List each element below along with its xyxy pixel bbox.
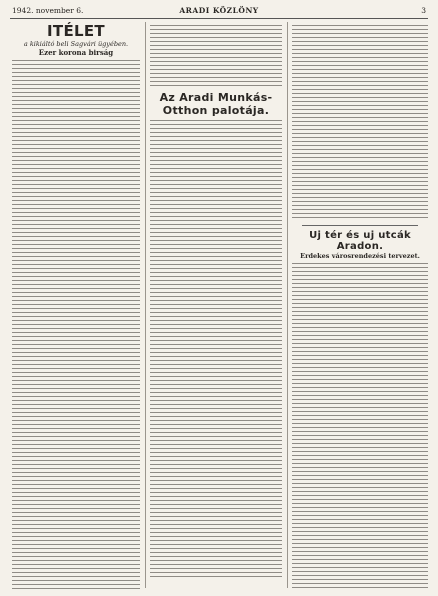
column-rule: [145, 22, 146, 588]
column-2: [150, 22, 282, 590]
page-number: 3: [421, 6, 426, 15]
article-headline: Uj tér és uj utcák Aradon.: [309, 230, 411, 252]
article-body: [292, 25, 428, 221]
article-body: [150, 120, 282, 580]
paper-title: ARADI KÖZLÖNY: [179, 6, 259, 15]
article-headline: ITÉLET: [47, 22, 105, 40]
masthead: [10, 4, 428, 19]
column-1: [12, 22, 140, 590]
column-rule: [287, 22, 288, 588]
article-headline: Az Aradi Munkás-Otthon palotája.: [159, 91, 273, 117]
article-body: [292, 263, 428, 590]
article-deck: Ezer korona birság: [38, 48, 114, 57]
article-subhead: Erdekes városrendezési tervezet.: [300, 252, 420, 260]
issue-date: 1942. november 6.: [12, 6, 84, 15]
article-body: [12, 60, 140, 590]
section-divider: [302, 225, 418, 226]
column-3: [292, 22, 428, 590]
article-subhead: a kikiáltó beli Sagvári ügyében.: [23, 40, 129, 48]
article-body: [150, 25, 282, 87]
